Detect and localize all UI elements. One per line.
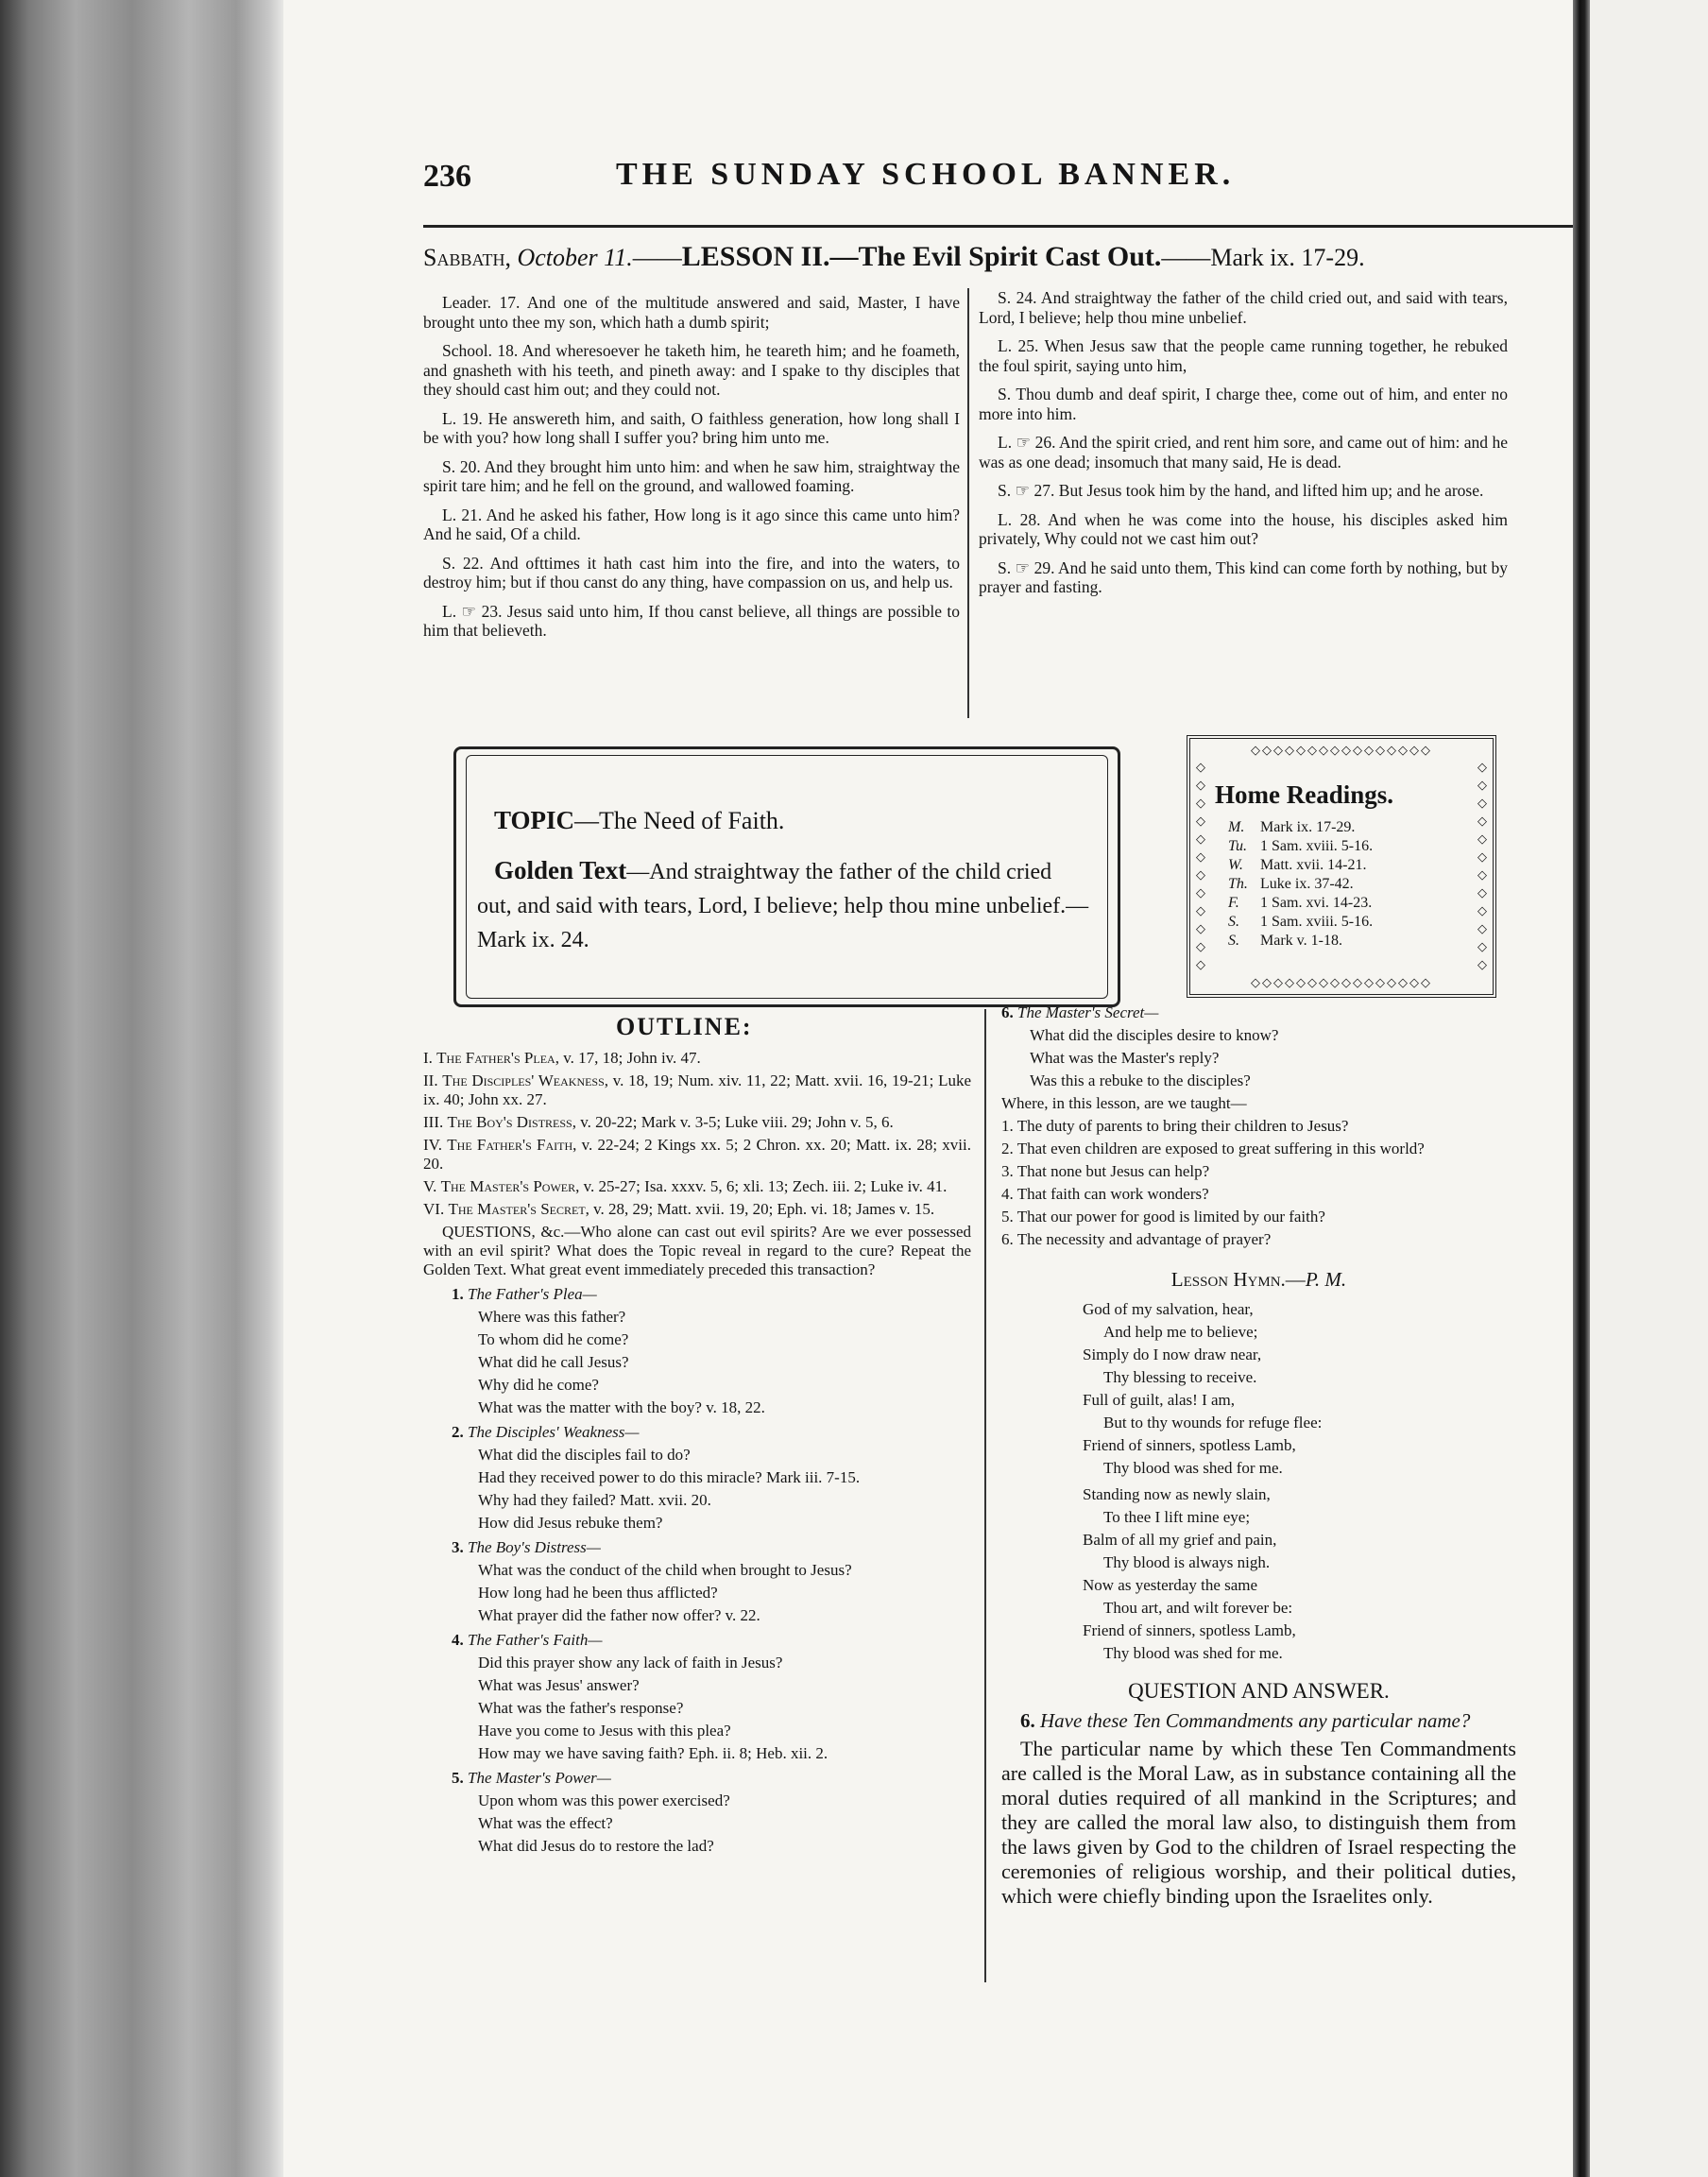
reading-item (1228, 856, 1373, 875)
reading-day: S. (1228, 914, 1239, 930)
reading-item (1228, 932, 1373, 951)
group-head: The Master's Power— (468, 1769, 611, 1787)
ornament-border: ◇ ◇ ◇ ◇ ◇ ◇ ◇ ◇ ◇ ◇ ◇ ◇ (1196, 760, 1205, 971)
outline-refs: , v. 18, 19; Num. xiv. 11, 22; Matt. xvii. 16, 19-21; Luke ix. 40; John xx. 27. (423, 1071, 971, 1108)
hymn-line: Friend of sinners, spotless Lamb, (1083, 1436, 1296, 1454)
group-head: The Master's Secret— (1017, 1003, 1159, 1021)
verse: S. 20. And they brought him unto him: and when he saw him, straightway the spirit tare him; and he fell on the ground, and wallowed foaming. (423, 456, 960, 495)
group-num: 3. (452, 1538, 464, 1556)
lesson-date: October 11. (517, 244, 633, 271)
home-readings-box (1187, 735, 1496, 998)
taught-item: 3. That none but Jesus can help? (1001, 1162, 1210, 1180)
group-head: The Father's Faith— (468, 1631, 603, 1649)
question: How may we have saving faith? Eph. ii. 8; Heb. xii. 2. (478, 1744, 828, 1762)
outline-title: OUTLINE: (616, 1013, 753, 1040)
question: What did he call Jesus? (478, 1353, 629, 1371)
hymn-meter: P. M. (1305, 1268, 1347, 1291)
hymn-stanza (1001, 1485, 1516, 1663)
lesson-title: LESSON II.—The Evil Spirit Cast Out. (681, 241, 1162, 272)
outline-num: VI. (423, 1200, 445, 1218)
outline-item (423, 1113, 971, 1132)
reading-item (1228, 818, 1373, 837)
outline-refs: , v. 28, 29; Matt. xvii. 19, 20; Eph. vi. 18; James v. 15. (585, 1200, 935, 1218)
outline-num: IV. (423, 1136, 442, 1154)
right-verses (979, 288, 1508, 607)
verse: S. Thou dumb and deaf spirit, I charge thee, come out of him, and enter no more into him. (979, 385, 1508, 423)
hymn-line: But to thy wounds for refuge flee: (1103, 1414, 1323, 1431)
reading-day: F. (1228, 895, 1239, 911)
question: Was this a rebuke to the disciples? (1030, 1071, 1251, 1089)
outline-right-column (1001, 1003, 1516, 1912)
verse: S. 24. And straightway the father of the child cried out, and said with tears, Lord, I believe; help thou mine unbelief. (979, 288, 1508, 327)
question: What did the disciples fail to do? (478, 1446, 691, 1464)
sabbath-label: Sabbath, (423, 244, 518, 271)
ornament-border: ◇◇◇◇◇◇◇◇◇◇◇◇◇◇◇◇ (1251, 743, 1432, 757)
outline-num: I. (423, 1049, 433, 1067)
column-divider (984, 1009, 986, 1982)
verse: L. 25. When Jesus saw that the people came running together, he rebuked the foul spirit, saying unto him, (979, 336, 1508, 375)
hymn-stanza (1001, 1300, 1516, 1478)
hymn-line: Thy blessing to receive. (1103, 1368, 1257, 1386)
outline-head: The Master's Power (440, 1177, 576, 1195)
column-divider (967, 288, 969, 718)
question-group (423, 1423, 971, 1533)
reading-ref: 1 Sam. xviii. 5-16. (1260, 838, 1374, 854)
ornament-border: ◇◇◇◇◇◇◇◇◇◇◇◇◇◇◇◇ (1251, 975, 1432, 989)
group-head: The Father's Plea— (468, 1285, 597, 1303)
qa-question (1001, 1708, 1516, 1733)
question: Upon whom was this power exercised? (478, 1791, 730, 1809)
question: Why had they failed? Matt. xvii. 20. (478, 1491, 711, 1509)
page-gutter (1573, 0, 1590, 2177)
question: What was the effect? (478, 1814, 613, 1832)
group-head: The Disciples' Weakness— (468, 1423, 640, 1441)
reading-item (1228, 837, 1373, 856)
outline-refs: , v. 25-27; Isa. xxxv. 5, 6; xli. 13; Zech. iii. 2; Luke iv. 41. (575, 1177, 948, 1195)
question: Did this prayer show any lack of faith in Jesus? (478, 1654, 783, 1671)
question: What was the father's response? (478, 1699, 684, 1717)
question-group (423, 1769, 971, 1856)
qa-question-text: Have these Ten Commandments any particular name? (1040, 1709, 1471, 1732)
lesson-ref: Mark ix. 17-29. (1210, 244, 1365, 271)
outline-item (423, 1177, 971, 1196)
group-num: 5. (452, 1769, 464, 1787)
golden-text-body: —And straightway the father of the child cried out, and said with tears, Lord, I believe; help thou mine unbelief.—Mark ix. 24. (477, 860, 1089, 952)
ornament-border: ◇ ◇ ◇ ◇ ◇ ◇ ◇ ◇ ◇ ◇ ◇ ◇ (1477, 760, 1487, 971)
questions-intro: QUESTIONS, &c.—Who alone can cast out evil spirits? Are we ever possessed with an evil spirit? What does the Topic reveal in regard to the cure? Repeat the Golden Text. What great event immediately preceded this transaction? (423, 1223, 971, 1278)
taught-item: 4. That faith can work wonders? (1001, 1185, 1209, 1203)
hymn-line: Standing now as newly slain, (1083, 1485, 1271, 1503)
outline-item (423, 1049, 971, 1068)
question: How did Jesus rebuke them? (478, 1514, 663, 1532)
reading-ref: 1 Sam. xviii. 5-16. (1260, 914, 1374, 930)
reading-day: Tu. (1228, 838, 1248, 854)
running-title: THE SUNDAY SCHOOL BANNER. (616, 157, 1236, 192)
reading-day: S. (1228, 933, 1239, 949)
left-verses (423, 293, 960, 650)
verse: L. 28. And when he was come into the house, his disciples asked him privately, Why could not we cast him out? (979, 509, 1508, 548)
verse: L. 19. He answereth him, and saith, O faithless generation, how long shall I be with you? how long shall I suffer you? bring him unto me. (423, 408, 960, 447)
verse: L. ☞ 23. Jesus said unto him, If thou canst believe, all things are possible to him that believeth. (423, 601, 960, 640)
topic-box (453, 746, 1120, 1007)
outline-refs: , v. 22-24; 2 Kings xx. 5; 2 Chron. xx. 20; Matt. ix. 28; xvii. 20. (423, 1136, 972, 1173)
question: What was the Master's reply? (1030, 1049, 1220, 1067)
topic-label: TOPIC (494, 806, 575, 834)
hymn-line: Balm of all my grief and pain, (1083, 1531, 1277, 1549)
home-readings-list (1228, 818, 1373, 951)
question: How long had he been thus afflicted? (478, 1584, 718, 1602)
taught-intro: Where, in this lesson, are we taught— (1001, 1094, 1247, 1112)
verse: School. 18. And wheresoever he taketh him, he teareth him; and he foameth, and gnasheth with his teeth, and pineth away: and I spake to thy disciples that they should cast him out; and they could not. (423, 341, 960, 399)
group-num: 2. (452, 1423, 464, 1441)
taught-item: 6. The necessity and advantage of prayer? (1001, 1230, 1272, 1248)
question: What prayer did the father now offer? v. 22. (478, 1606, 760, 1624)
question-group (423, 1285, 971, 1417)
dash: —— (1161, 244, 1211, 271)
question-group (1001, 1003, 1516, 1090)
outline-head: The Disciples' Weakness (442, 1071, 605, 1089)
group-num: 1. (452, 1285, 464, 1303)
qa-number: 6. (1020, 1709, 1035, 1732)
question: Why did he come? (478, 1376, 599, 1394)
reading-day: W. (1228, 857, 1243, 873)
outline-item (423, 1071, 971, 1109)
hymn-title: Lesson Hymn.— (1170, 1268, 1306, 1291)
verse: S. ☞ 27. But Jesus took him by the hand, and lifted him up; and he arose. (998, 481, 1484, 500)
outline-head: The Father's Faith (447, 1136, 573, 1154)
hymn-line: God of my salvation, hear, (1083, 1300, 1254, 1318)
reading-item (1228, 913, 1373, 932)
qa-title: QUESTION AND ANSWER. (1128, 1679, 1390, 1703)
outline-head: The Master's Secret (448, 1200, 586, 1218)
outline-item (423, 1200, 971, 1219)
question: Where was this father? (478, 1308, 626, 1326)
taught-item: 1. The duty of parents to bring their children to Jesus? (1001, 1117, 1349, 1135)
taught-item: 2. That even children are exposed to great suffering in this world? (1001, 1140, 1425, 1157)
hymn-line: Thou art, and wilt forever be: (1103, 1599, 1293, 1617)
lesson-heading (423, 241, 1708, 273)
topic-text: —The Need of Faith. (574, 807, 785, 834)
golden-text (477, 853, 1091, 957)
reading-item (1228, 894, 1373, 913)
hymn-line: And help me to believe; (1103, 1323, 1258, 1341)
outline-refs: , v. 17, 18; John iv. 47. (555, 1049, 701, 1067)
outline-left-column (423, 1049, 971, 1860)
group-head: The Boy's Distress— (468, 1538, 601, 1556)
question: To whom did he come? (478, 1330, 629, 1348)
verse: S. 22. And ofttimes it hath cast him into the fire, and into the waters, to destroy him; but if thou canst do any thing, have compassion on us, and help us. (423, 553, 960, 591)
outline-num: III. (423, 1113, 444, 1131)
question: Have you come to Jesus with this plea? (478, 1722, 731, 1740)
question: What was the conduct of the child when brought to Jesus? (478, 1561, 852, 1579)
group-num: 4. (452, 1631, 464, 1649)
verse: Leader. 17. And one of the multitude answered and said, Master, I have brought unto thee my son, which hath a dumb spirit; (423, 293, 960, 332)
question: What did Jesus do to restore the lad? (478, 1837, 714, 1855)
home-readings-title: Home Readings. (1215, 780, 1393, 809)
reading-ref: Mark v. 1-18. (1260, 933, 1342, 949)
next-page-edge (1590, 0, 1708, 2177)
outline-head: The Boy's Distress (447, 1113, 572, 1131)
reading-ref: Matt. xvii. 14-21. (1260, 857, 1367, 873)
outline-num: II. (423, 1071, 438, 1089)
reading-item (1228, 875, 1373, 894)
question: What was the matter with the boy? v. 18, 22. (478, 1398, 765, 1416)
dash: —— (632, 244, 682, 271)
page-number: 236 (423, 159, 471, 194)
hymn-line: To thee I lift mine eye; (1103, 1508, 1251, 1526)
outline-num: V. (423, 1177, 437, 1195)
group-num: 6. (1001, 1003, 1014, 1021)
hymn-line: Full of guilt, alas! I am, (1083, 1391, 1236, 1409)
topic (494, 806, 784, 835)
hymn-line: Friend of sinners, spotless Lamb, (1083, 1621, 1296, 1639)
verse: S. ☞ 29. And he said unto them, This kind can come forth by nothing, but by prayer and fasting. (979, 557, 1508, 596)
reading-ref: Luke ix. 37-42. (1260, 876, 1354, 892)
header-rule (423, 225, 1708, 228)
question: What was Jesus' answer? (478, 1676, 640, 1694)
verse: L. 21. And he asked his father, How long is it ago since this came unto him? And he said, Of a child. (423, 505, 960, 543)
hymn-line: Thy blood was shed for me. (1103, 1459, 1283, 1477)
hymn-line: Thy blood is always nigh. (1103, 1553, 1271, 1571)
hymn-heading (1001, 1270, 1516, 1291)
reading-day: M. (1228, 819, 1245, 835)
page (283, 0, 1573, 2177)
outline-refs: , v. 20-22; Mark v. 3-5; Luke viii. 29; John v. 5, 6. (572, 1113, 894, 1131)
reading-ref: Mark ix. 17-29. (1260, 819, 1356, 835)
verse: L. ☞ 26. And the spirit cried, and rent him sore, and came out of him: and he was as one dead; insomuch that many said, He is dead. (979, 433, 1508, 471)
book-spine-shadow (0, 0, 283, 2177)
taught-section (1001, 1094, 1516, 1249)
qa-answer: The particular name by which these Ten Commandments are called is the Moral Law, as in substance containing all the moral duties required of all mankind in the Scriptures; and they are called the moral law also, to distinguish them from the laws given by God to the children of Israel respecting the ceremonies of religious worship, and their political duties, which were chiefly binding upon the Israelites only. (1001, 1737, 1516, 1908)
outline-head: The Father's Plea (436, 1049, 555, 1067)
hymn-line: Simply do I now draw near, (1083, 1346, 1262, 1363)
question: What did the disciples desire to know? (1030, 1026, 1279, 1044)
question-group (423, 1538, 971, 1625)
question: Had they received power to do this miracle? Mark iii. 7-15. (478, 1468, 861, 1486)
outline-item (423, 1136, 971, 1174)
hymn-line: Thy blood was shed for me. (1103, 1644, 1283, 1662)
golden-text-label: Golden Text (494, 856, 627, 884)
hymn-line: Now as yesterday the same (1083, 1576, 1258, 1594)
question-group (423, 1631, 971, 1763)
reading-ref: 1 Sam. xvi. 14-23. (1260, 895, 1373, 911)
taught-item: 5. That our power for good is limited by our faith? (1001, 1208, 1325, 1226)
reading-day: Th. (1228, 876, 1248, 892)
